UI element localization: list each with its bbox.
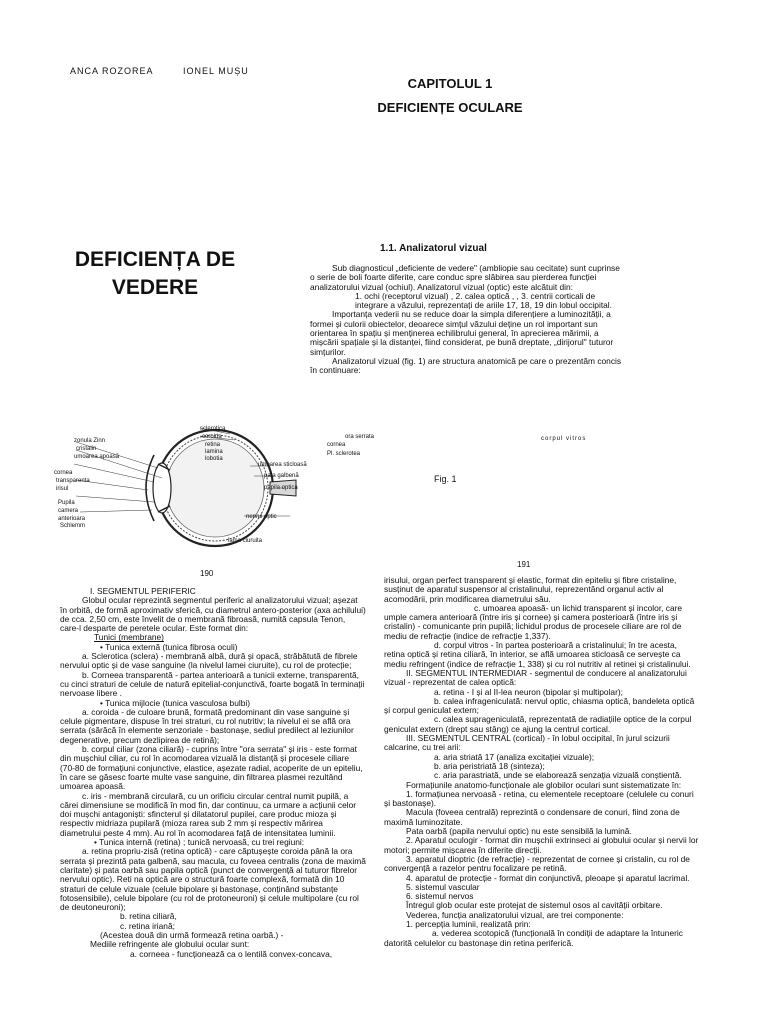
- label-camera: camera: [58, 508, 79, 514]
- big-title: [55, 246, 255, 302]
- label-sclerotica: sclerotica: [200, 426, 226, 432]
- label-schlemm: Schlemm: [60, 523, 86, 529]
- right-paragraph: Pata oarbă (papila nervului optic) nu este sensibilă la lumină.: [406, 826, 632, 837]
- lens-shape: [153, 463, 171, 513]
- eye-diagram: [50, 420, 360, 555]
- right-item: a. aria striată 17 (analiza excitației vizuale);: [434, 751, 595, 762]
- right-column: [384, 576, 700, 948]
- intro-text: [310, 264, 626, 376]
- section-title: 1.1. Analizatorul vizual: [380, 243, 487, 254]
- right-paragraph: c. umoarea apoasă- un lichid transparent și incolor, care umple camera anterioară (între iris și cornee) și camera posterioară (între iris și cristalin) - comunicante prin pupilă; lichidul produs de procesele ciliare are rol de mediu de refracție (indice de refracție 1,337).: [384, 602, 683, 641]
- right-paragraph: c. calea suprageniculată, reprezentată de radiațiile optice de la corpul geniculat extern (drept sau stâng) ce ajung la centrul cortical.: [384, 714, 692, 734]
- right-paragraph: 3. aparatul dioptric (de refracție) - reprezentat de cornee și cristalin, cu rol de convergență a razelor pentru focalizare pe retină.: [384, 853, 690, 874]
- label-cornea: cornea: [54, 470, 73, 476]
- label-lama-ciuruita: lama ciuruita: [228, 538, 263, 544]
- label-lamina: lamina: [205, 449, 223, 455]
- label-papila-optica: papila optica: [264, 485, 298, 491]
- label-lobotia: lobotia: [205, 456, 223, 462]
- intro-paragraph: Sub diagnosticul „deficiente de vedere" (ambliopie sau cecitate) sunt cuprinse o serie de boli foarte diferite, care conduc spre slăbirea sau pierderea funcției analizatorului vizual (ochiul). Analizatorul vizual (optic) este alcătuit din:: [310, 263, 620, 292]
- left-item: b. retina ciliară,: [120, 911, 177, 922]
- intro-paragraph: 1. ochi (receptorul vizual) , 2. calea optică , , 3. centrii corticali de integrare a văzului, reprezentați de ariile 17, 18, 19 din lobul occipital.: [355, 290, 612, 311]
- right-paragraph: c. aria parastriată, unde se elaborează senzația vizuală conștientă.: [434, 770, 682, 781]
- label-pupila: Pupila: [58, 500, 75, 506]
- intro-paragraph: Analizatorul vizual (fig. 1) are structura anatomică pe care o prezentăm concis în continuare:: [310, 355, 622, 376]
- right-paragraph: Întregul glob ocular este protejat de sistemul osos al cavității orbitare.: [406, 900, 663, 911]
- left-item: (Acestea două din urmă formează retina oarbă.) -: [100, 929, 284, 940]
- page-number-right: 191: [517, 560, 531, 569]
- left-item: a. corneea - funcționează ca o lentilă convex-concava,: [130, 948, 333, 959]
- label-zonula-zinn: zonula Zinn: [74, 438, 106, 444]
- left-paragraph: b. Corneea transparentă - partea anterioară a tunicii externe, transparentă, cu cinci straturi de celule de natură epitelial-conjunctivă, foarte bogată în terminații nervoase libere .: [60, 669, 365, 699]
- label-umoarea-sticloasa: umoarea sticloasă: [258, 462, 307, 468]
- left-bullet: • Tunica mijlocie (tunica vasculosa bulbi): [100, 697, 251, 708]
- right-item: a. retina - I și al II-lea neuron (bipolar și multipolar);: [434, 686, 623, 697]
- big-title-line-1: DEFICIENȚA DE: [74, 248, 236, 271]
- right-paragraph: a. vederea scotopică (funcțională în condiții de adaptare la întuneric datorită celulelor cu bastonașe din retina periferică.: [384, 928, 683, 948]
- left-paragraph: a. retina propriu-zisă (retina optică) - care căptușește coroida până la ora serrata și prezintă pata galbenă, sau macula, cu foveea centralis (zona de maximă claritate) și pata oarbă sau papila optică (punct de convergență al tuturor fibrelor nervului optic). Reti na optică are o structură foarte complexă, formată din 10 straturi de celule vizuale (celule bipolare și bastonașe, conținând substanțe fotosensibile), celule bipolare (cu rol de protoneuroni) și celule multipolare (cu rol de deutoneuroni);: [60, 846, 366, 913]
- right-paragraph: 1. percepția luminii, realizată prin:: [406, 918, 531, 929]
- chapter-title: DEFICIENȚE OCULARE: [377, 100, 523, 115]
- label-retina: retina: [205, 442, 221, 448]
- label-irisul: irisul: [56, 486, 69, 492]
- big-title-line-2: VEDERE: [111, 276, 199, 299]
- figure-caption: Fig. 1: [434, 474, 457, 484]
- label-nervul-optic: nervul optic: [246, 514, 277, 520]
- right-paragraph: 1. formațiunea nervoasă - retina, cu elementele receptoare (celulele cu conuri și bastonașe).: [384, 788, 694, 809]
- right-heading: II. SEGMENTUL INTERMEDIAR - segmentul de conducere al analizatorului vizual - reprezentat de calea optică:: [384, 667, 687, 688]
- intro-paragraph: Importanța vederii nu se reduce doar la simpla diferențiere a luminozității, a formei și culorii obiectelor, deoarece simțul văzului deține un rol important sun orientarea în spațiu și menținerea echilibrului general, în aprecierea mărimii, a mișcării spațiale și la distanței, fiind considerat, pe bună dreptate, „dirijorul" tuturor simțurilor.: [310, 309, 614, 357]
- label-anterioara: anterioara: [58, 516, 86, 522]
- right-item: 5. sistemul vascular: [406, 881, 480, 892]
- label-transparenta: transparenta: [56, 478, 90, 484]
- left-bullet: • Tunica externă (tunica fibrosa oculi): [100, 641, 238, 652]
- right-paragraph: d. corpul vitros - în partea posterioară a cristalinului; în tre acesta, retina optică și retina ciliară, în interior, se află umoarea sticloasă ce servește ca mediu refringent (indice de refracție 1, 338) și cu rol nutritiv al retinei și cristalinului.: [384, 640, 691, 669]
- left-paragraph: a. Sclerotica (sclera) - membrană albă, dură și opacă, străbătută de fibrele nervului optic și de vase sanguine (la nivelul lamei ciuruite), cu rol de protecție;: [60, 651, 358, 671]
- right-paragraph: 2. Aparatul oculogir - format din mușchii extrinseci ai globului ocular și nervii lor motori; permite mișcarea în diferite direcții.: [384, 835, 699, 855]
- left-paragraph: b. corpul ciliar (zona ciliară) - cuprins între "ora serrata" și iris - este format din mușchiul ciliar, cu rol în acomodarea vizuală la distanță și procesele ciliare (70-80 de formațiuni conjunctive, elastice, așezate radial, acoperite de un epiteliu, în care se găsesc foarte multe vase sanguine, din filtrarea plasmei rezultând umoarea apoasă.: [60, 744, 363, 792]
- right-heading: III. SEGMENTUL CENTRAL (cortical) - în lobul occipital, în jurul scizurii calcarine, cu trei arii:: [384, 733, 670, 753]
- left-heading: I. SEGMENTUL PERIFERIC: [90, 586, 196, 596]
- authors: [70, 66, 275, 76]
- right-paragraph: 4. aparatul de protecție - format din conjunctivă, pleoape și aparatul lacrimal.: [406, 872, 690, 883]
- left-column: [60, 587, 366, 959]
- left-item: c. retina iriană;: [120, 920, 175, 931]
- page-number-left: 190: [200, 569, 214, 578]
- label-pata-galbena: pata galbenă: [264, 473, 299, 479]
- left-paragraph: c. iris - membrană circulară, cu un orificiu circular central numit pupilă, a cărei dimensiune se modifică în mod fin, dar continuu, ca urmare a acțiunii celor doi mușchi antagoniști: sfincterul și dilatatorul pupilei, care produc mioza și respectiv midriaza pupilară (mioza rarea sub 2 mm și respectiv mărirea diametrului peste 4 mm). Au rol în acomodarea față de intensitatea luminii.: [60, 790, 357, 838]
- chapter-number: CAPITOLUL 1: [407, 76, 493, 91]
- right-paragraph: Formațiunile anatomo-funcționale ale globilor oculari sunt sistematizate în:: [406, 779, 682, 790]
- right-paragraph: Vederea, funcția analizatorului vizual, are trei componente:: [406, 909, 624, 920]
- author-1: ANCA ROZOREA: [70, 66, 154, 76]
- right-paragraph: irisului, organ perfect transparent și elastic, format din epiteliu și fibre cristaline, susținut de aparatul suspensor al cristalinului, reprezentând organul activ al acomodării, prin modificarea diametrului său.: [384, 575, 677, 604]
- right-item: 6. sistemul nervos: [406, 891, 474, 902]
- left-paragraph: Globul ocular reprezintă segmentul periferic al analizatorului vizual; așezat în orbită, de formă aproximativ sferică, cu diametrul antero-posterior (axa achilului) de cca. 2,50 cm, este învelit de o membrană fibroasă, numită capsula Tenon, care-l desparte de peretele ocular. Este format din:: [60, 595, 366, 634]
- right-paragraph: b. calea infrageniculată: nervul optic, chiasma optică, bandeleta optică și corpul geniculat extern;: [384, 695, 695, 716]
- right-item: b. aria peristriată 18 (sinteza);: [434, 760, 545, 771]
- label-cristalin: cristalin: [76, 446, 97, 452]
- label-coroida: coroida: [202, 434, 222, 440]
- label-corpul-vitros: corpul vitros: [541, 436, 587, 442]
- label-cornea-middle: cornea: [327, 442, 346, 448]
- author-2: IONEL MUȘU: [183, 66, 249, 76]
- left-bullet: • Tunica internă (retina) ; tunică nervoasă, cu trei regiuni:: [94, 837, 305, 848]
- label-ora-serrata: ora serrata: [345, 434, 375, 440]
- label-umoarea-apoasa: umoarea apoasă: [74, 454, 120, 460]
- left-subheading: Tunici (membrane): [94, 632, 164, 643]
- left-paragraph: a. coroida - de culoare brună, formată predominant din vase sanguine și celule pigmentare, dispuse în trei straturi, cu rol nutritiv; la nivelul ei se află ora serrata (sărăcă în elemente senzoriale - bastonașe, sediul predilect al leziunilor degenerative, precum dezlipirea de retină);: [60, 706, 354, 745]
- left-item: Mediile refringente ale globului ocular sunt:: [90, 939, 250, 950]
- right-paragraph: Macula (foveea centrală) reprezintă o condensare de conuri, fiind zona de maximă luminozitate.: [384, 807, 680, 827]
- label-pl-sclerotea: Pl. sclerotea: [327, 451, 361, 457]
